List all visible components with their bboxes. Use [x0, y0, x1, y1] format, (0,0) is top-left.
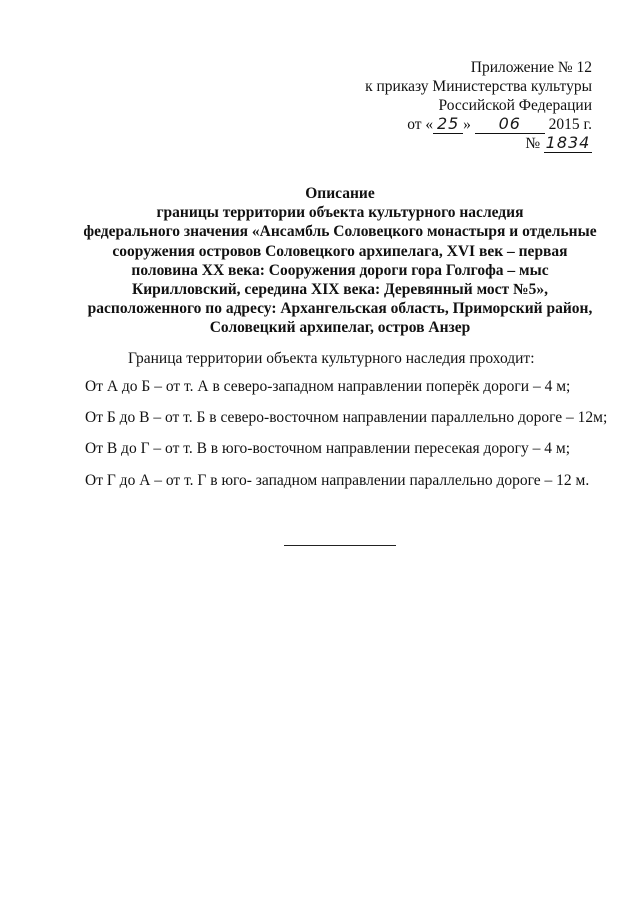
- boundary-segment: От В до Г – от т. В в юго-восточном направлении пересекая дорогу – 4 м;: [85, 440, 571, 457]
- boundary-intro: Граница территории объекта культурного наследия проходит:: [128, 350, 535, 367]
- date-year: 2015 г.: [548, 116, 592, 133]
- appendix-header: [365, 58, 592, 153]
- date-day-handwritten: 25: [436, 114, 460, 133]
- boundary-segment: От Г до А – от т. Г в юго- западном направлении параллельно дороге – 12 м.: [85, 472, 590, 489]
- boundary-segment: От А до Б – от т. А в северо-западном направлении поперёк дороги – 4 м;: [85, 378, 571, 395]
- number-handwritten: 1834: [545, 133, 591, 152]
- title-line: Соловецкий архипелаг, остров Анзер: [209, 319, 471, 337]
- title-line: федерального значения «Ансамбль Соловецкого монастыря и отдельные: [83, 223, 597, 241]
- order-date: [365, 115, 592, 134]
- title-line: расположенного по адресу: Архангельская область, Приморский район,: [87, 300, 593, 318]
- end-divider: [284, 545, 396, 546]
- ministry-country: Российской Федерации: [438, 97, 592, 114]
- title-line: половина XX века: Сооружения дороги гора Голгофа – мыс: [131, 261, 549, 279]
- boundary-segment: От Б до В – от т. Б в северо-восточном направлении параллельно дороге – 12м;: [85, 409, 608, 426]
- title-line: Кирилловский, середина XIX века: Деревянный мост №5»,: [131, 281, 549, 299]
- order-number: [365, 134, 592, 153]
- document-title: [60, 184, 620, 338]
- number-prefix: №: [525, 135, 541, 152]
- order-reference: к приказу Министерства культуры: [365, 78, 592, 95]
- title-line: границы территории объекта культурного наследия: [156, 204, 524, 222]
- appendix-number: Приложение № 12: [470, 59, 592, 76]
- date-mid: »: [463, 116, 471, 133]
- title-line: Описание: [305, 185, 375, 202]
- title-line: сооружения островов Соловецкого архипелага, XVI век – первая: [112, 242, 568, 260]
- date-month-handwritten: 06: [498, 114, 521, 133]
- date-prefix: от «: [407, 116, 434, 133]
